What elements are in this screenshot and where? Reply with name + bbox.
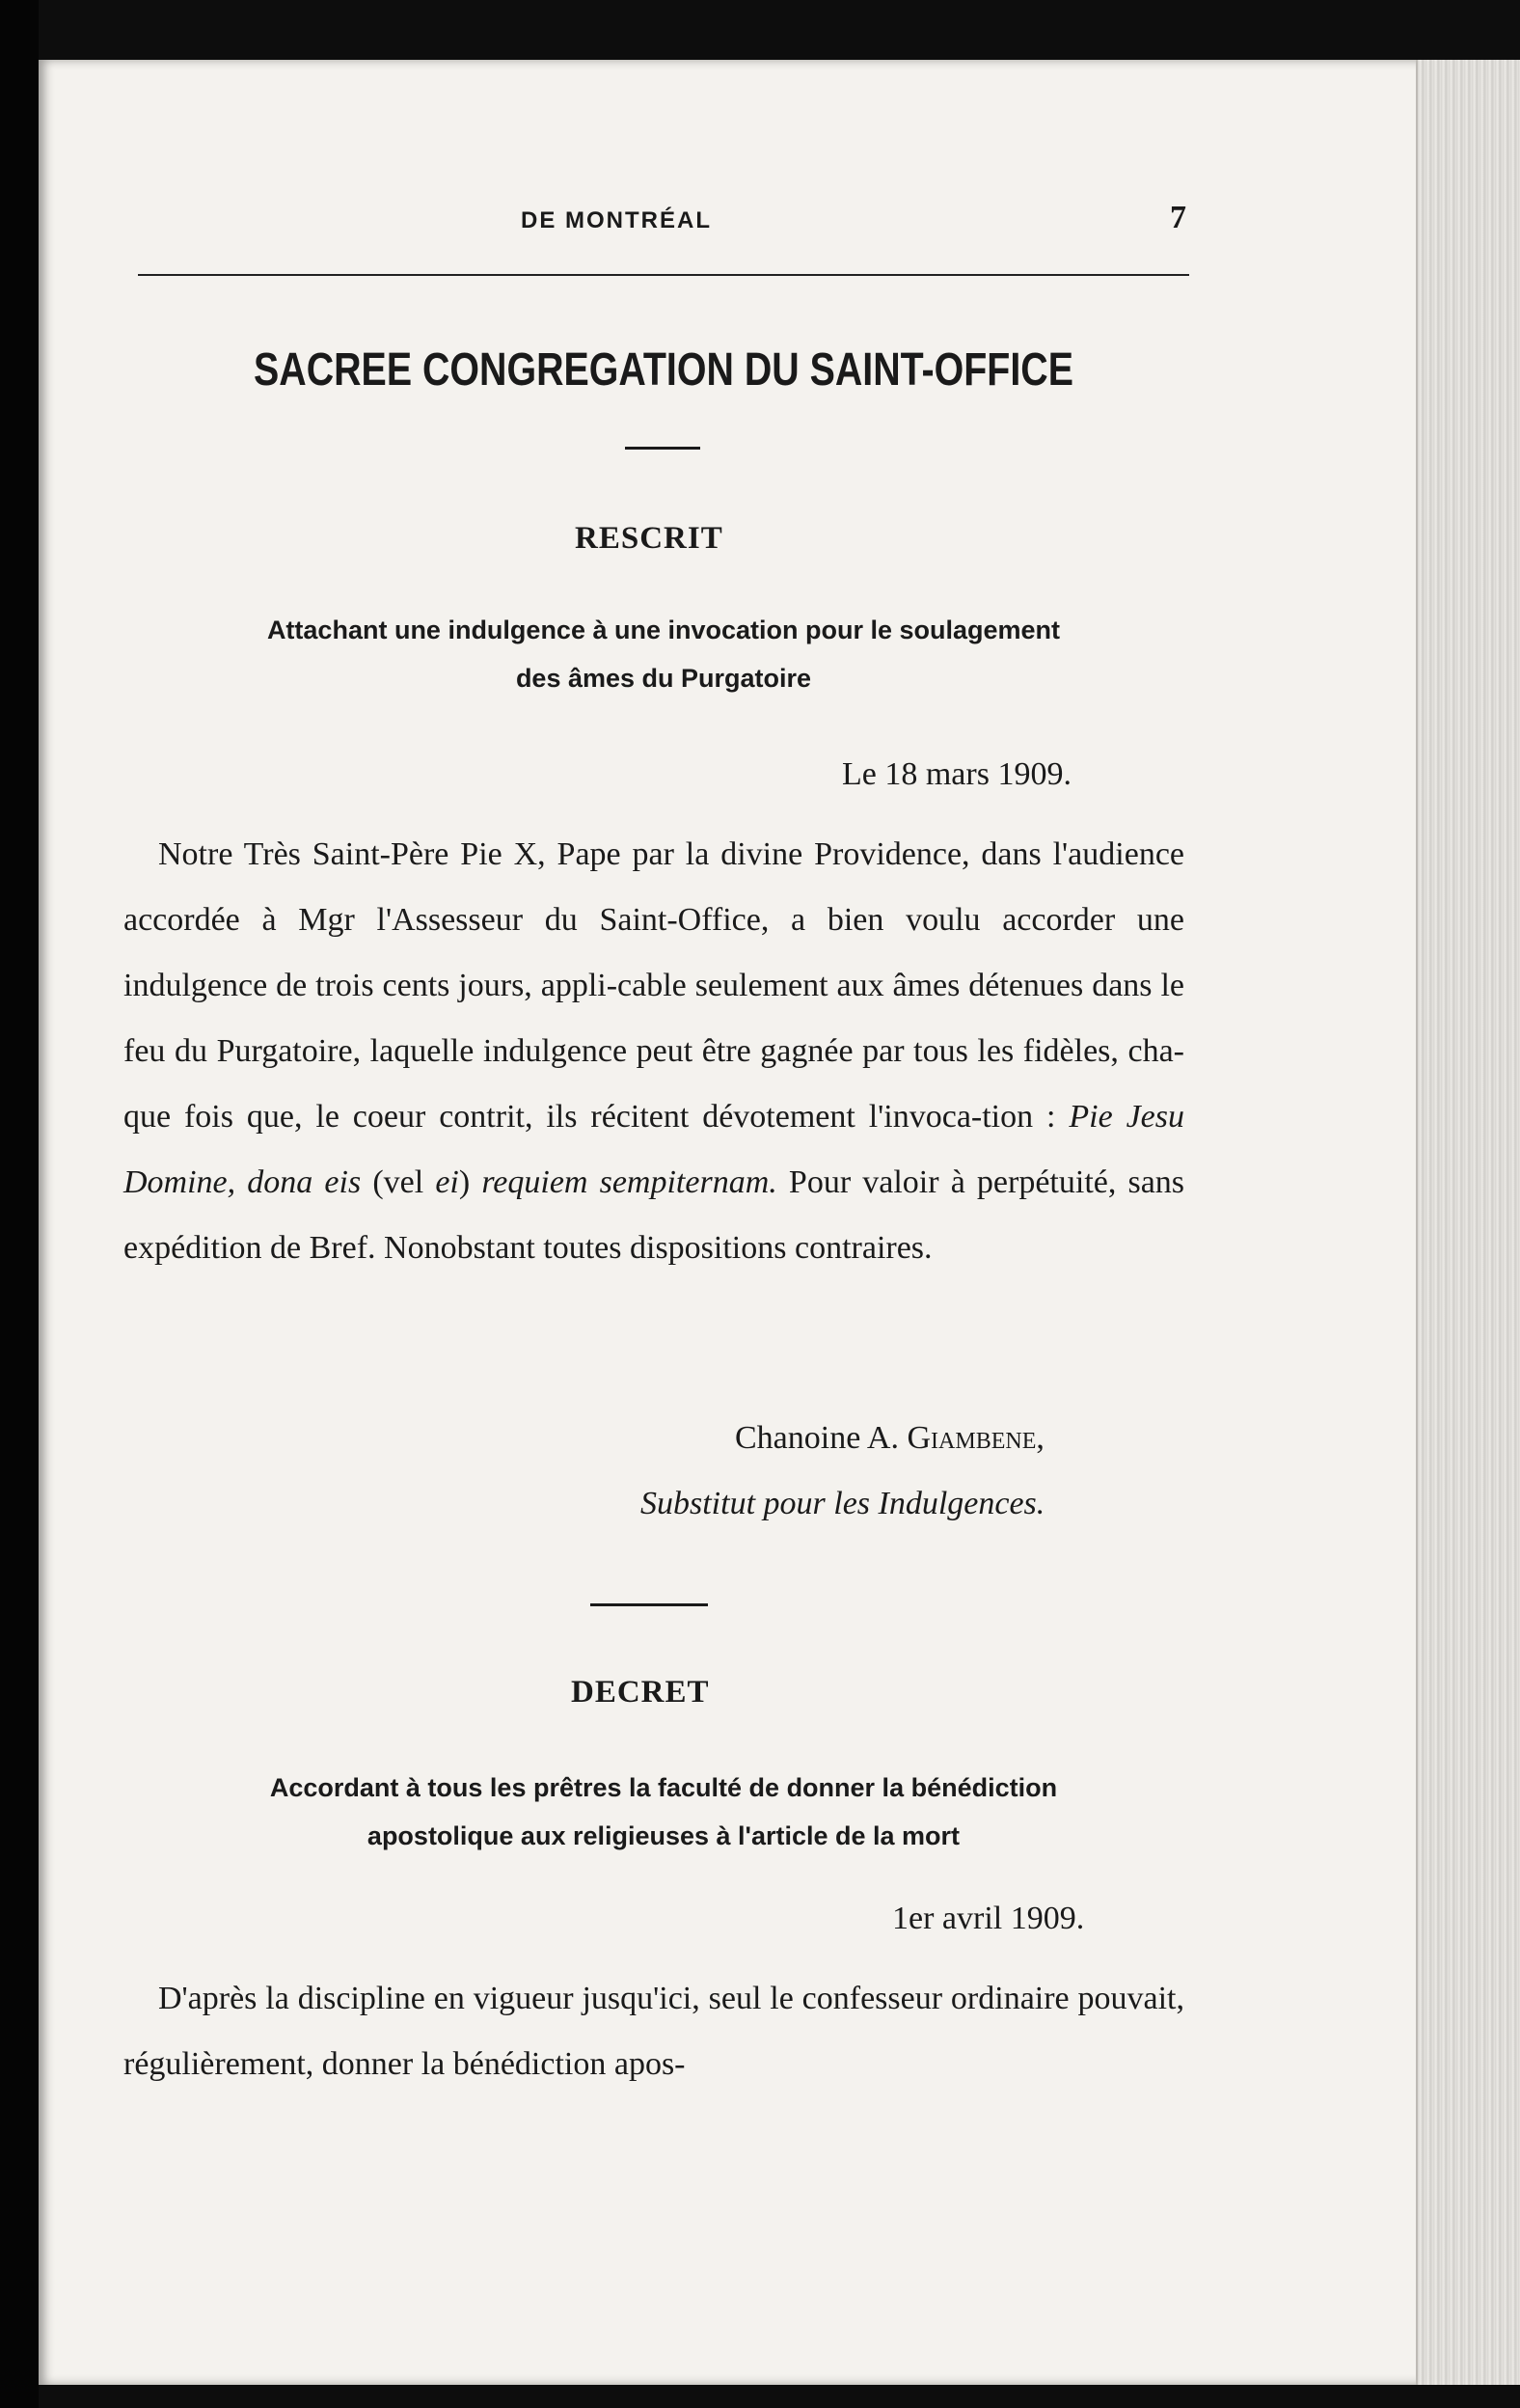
page-number: 7 (1170, 200, 1186, 235)
running-head: DE MONTRÉAL (521, 207, 712, 233)
book-spine-shadow (0, 0, 39, 2408)
section-divider (590, 1603, 708, 1606)
decret-heading: DECRET (571, 1675, 710, 1710)
rescrit-paragraph (123, 822, 1184, 1281)
rescrit-subheading-line1: Attachant une indulgence à une invocation pour le soulagement (266, 616, 1061, 644)
section-divider (625, 447, 700, 450)
page-stack-edge (1416, 60, 1520, 2385)
decret-subheading-line1: Accordant à tous les prêtres la faculté de donner la bénédiction (269, 1773, 1058, 1802)
invocation-paren-open: (vel (372, 1164, 424, 1200)
rescrit-subheading-line2: des âmes du Purgatoire (515, 664, 812, 693)
header-rule (138, 274, 1189, 276)
rescrit-subheading (138, 606, 1189, 702)
invocation-paren-close: ) (458, 1164, 471, 1200)
rescrit-heading: RESCRIT (575, 521, 723, 556)
decret-subheading-line2: apostolique aux religieuses à l'article de la mort (366, 1821, 961, 1850)
rescrit-date: Le 18 mars 1909. (842, 756, 1072, 792)
decret-date: 1er avril 1909. (892, 1901, 1085, 1936)
page-title: SACREE CONGREGATION DU SAINT-OFFICE (254, 344, 1073, 396)
decret-subheading (138, 1764, 1189, 1860)
signature-prefix: Chanoine A. (735, 1420, 899, 1456)
rescrit-body-start: Notre Très Saint-Père Pie X, Pape par la divine Providence, dans l'audience accordée à Mgr l'Assesseur du Saint-Office, a bien voulu accorder une indulgence de trois cents jours, appli-cable seulement aux âmes détenues dans le feu du Purgatoire, laquelle indulgence peut être gagnée par tous les fidèles, cha-que fois que, le coeur contrit, ils récitent dévotement l'invoca-tion : (123, 836, 1184, 1135)
rescrit-body-end: Pour valoir à perpétuité, sans expédition de Bref. Nonobstant toutes dispositions contraires. (123, 1164, 1185, 1266)
invocation-text-1: Pie Jesu Domine, dona eis (123, 1099, 1185, 1200)
rescrit-body (123, 822, 1184, 1281)
invocation-text-2: requiem sempiternam. (481, 1164, 777, 1200)
signature-title: Substitut pour les Indulgences. (640, 1486, 1045, 1521)
signature-name (735, 1420, 1045, 1457)
signature-surname: Giambene, (907, 1420, 1045, 1456)
invocation-ei: ei (435, 1164, 459, 1200)
decret-paragraph: D'après la discipline en vigueur jusqu'ici, seul le confesseur ordinaire pouvait, régulièrement, donner la bénédiction apos- (123, 1981, 1184, 2082)
decret-body (123, 1966, 1184, 2097)
